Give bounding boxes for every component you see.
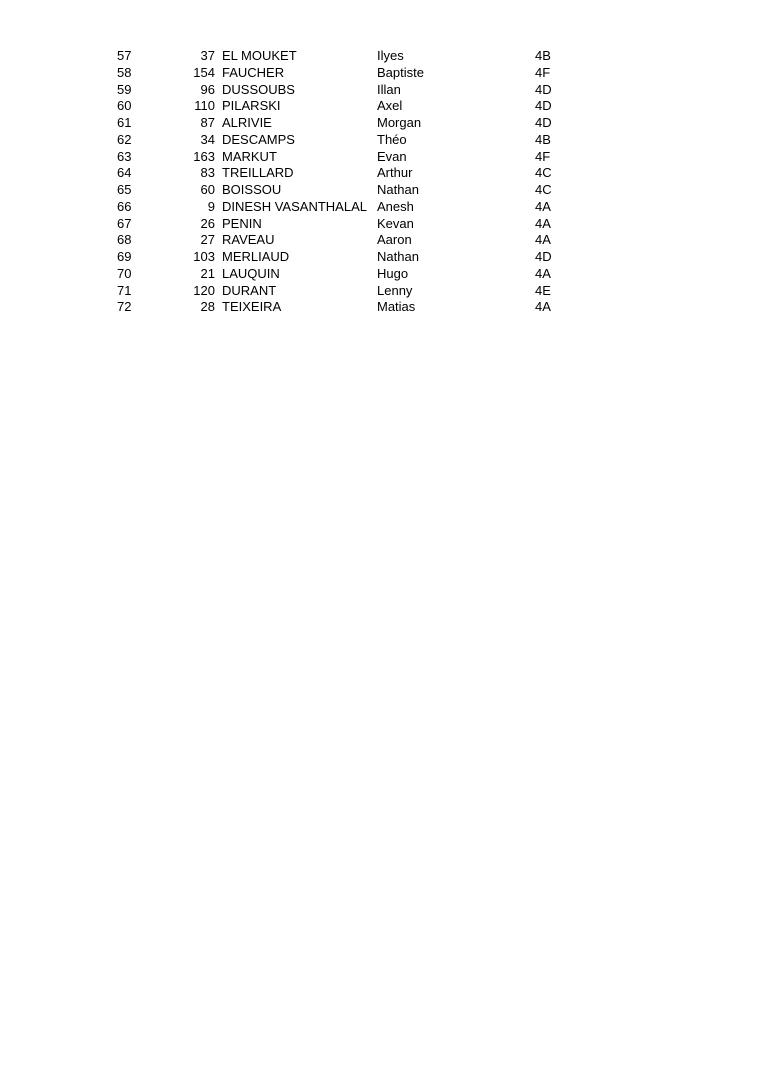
class-cell: 4D	[535, 98, 552, 114]
number-cell: 37	[200, 48, 215, 63]
last-name-cell: DUSSOUBS	[222, 81, 295, 97]
number-cell: 21	[200, 265, 215, 281]
class-cell: 4F	[535, 64, 551, 80]
rank-cell: 59	[117, 81, 132, 97]
first-name-cell: Hugo	[377, 265, 409, 281]
first-name-cell: Théo	[377, 131, 407, 147]
last-name-cell: FAUCHER	[222, 64, 285, 80]
rank-cell: 57	[117, 48, 132, 63]
rank-cell: 66	[117, 198, 132, 214]
number-cell: 154	[193, 64, 215, 80]
number-cell: 163	[193, 148, 215, 164]
table-row	[0, 48, 768, 65]
class-cell: 4A	[535, 299, 551, 315]
number-cell: 28	[200, 299, 215, 315]
first-name-cell: Nathan	[377, 182, 419, 197]
first-name-cell: Anesh	[377, 198, 414, 214]
first-name-cell: Kevan	[377, 215, 414, 231]
rank-cell: 64	[117, 165, 132, 181]
last-name-cell: DURANT	[222, 282, 277, 298]
rank-cell: 68	[117, 232, 132, 248]
table-row	[0, 82, 768, 99]
last-name-cell: DINESH VASANTHALAL	[222, 198, 367, 214]
table-row	[0, 115, 768, 132]
rank-cell: 61	[117, 115, 132, 130]
number-cell: 27	[200, 232, 215, 248]
first-name-cell: Lenny	[377, 282, 413, 298]
rank-cell: 71	[117, 282, 132, 298]
rank-cell: 65	[117, 182, 132, 197]
last-name-cell: ALRIVIE	[222, 115, 272, 130]
rank-cell: 69	[117, 249, 132, 264]
table-row	[0, 98, 768, 115]
class-cell: 4A	[535, 232, 551, 248]
number-cell: 110	[194, 98, 215, 114]
table-row	[0, 232, 768, 249]
table-row	[0, 283, 768, 300]
class-cell: 4A	[535, 215, 551, 231]
number-cell: 96	[200, 81, 215, 97]
rank-cell: 67	[117, 215, 132, 231]
table-row	[0, 216, 768, 233]
class-cell: 4E	[535, 282, 551, 298]
class-cell: 4D	[535, 249, 552, 264]
results-table	[0, 48, 768, 316]
number-cell: 26	[200, 215, 215, 231]
number-cell: 9	[207, 198, 215, 214]
first-name-cell: Arthur	[377, 165, 413, 181]
table-row	[0, 65, 768, 82]
class-cell: 4A	[535, 265, 551, 281]
first-name-cell: Baptiste	[377, 64, 424, 80]
first-name-cell: Ilyes	[377, 48, 404, 63]
number-cell: 103	[193, 249, 215, 264]
number-cell: 60	[200, 182, 215, 197]
last-name-cell: MERLIAUD	[222, 249, 290, 264]
class-cell: 4D	[535, 115, 552, 130]
last-name-cell: MARKUT	[222, 148, 277, 164]
number-cell: 120	[193, 282, 215, 298]
first-name-cell: Illan	[377, 81, 401, 97]
first-name-cell: Evan	[377, 148, 407, 164]
last-name-cell: RAVEAU	[222, 232, 275, 248]
rank-cell: 58	[117, 64, 132, 80]
class-cell: 4B	[535, 48, 551, 63]
first-name-cell: Matias	[377, 299, 416, 315]
table-row	[0, 249, 768, 266]
table-row	[0, 165, 768, 182]
number-cell: 87	[200, 115, 215, 130]
class-cell: 4B	[535, 131, 551, 147]
class-cell: 4A	[535, 198, 551, 214]
last-name-cell: DESCAMPS	[222, 131, 295, 147]
rank-cell: 62	[117, 131, 132, 147]
first-name-cell: Nathan	[377, 249, 419, 264]
number-cell: 83	[200, 165, 215, 181]
last-name-cell: LAUQUIN	[222, 265, 280, 281]
rank-cell: 70	[117, 265, 132, 281]
last-name-cell: BOISSOU	[222, 182, 282, 197]
last-name-cell: EL MOUKET	[222, 48, 297, 63]
table-row	[0, 266, 768, 283]
last-name-cell: PENIN	[222, 215, 262, 231]
last-name-cell: TREILLARD	[222, 165, 294, 181]
class-cell: 4C	[535, 182, 552, 197]
table-row	[0, 199, 768, 216]
table-row	[0, 299, 768, 316]
last-name-cell: PILARSKI	[222, 98, 281, 114]
first-name-cell: Aaron	[377, 232, 412, 248]
last-name-cell: TEIXEIRA	[222, 299, 282, 315]
first-name-cell: Axel	[377, 98, 403, 114]
class-cell: 4D	[535, 81, 552, 97]
class-cell: 4C	[535, 165, 552, 181]
rank-cell: 72	[117, 299, 132, 315]
table-row	[0, 149, 768, 166]
first-name-cell: Morgan	[377, 115, 422, 130]
number-cell: 34	[200, 131, 215, 147]
rank-cell: 60	[117, 98, 132, 114]
table-row	[0, 182, 768, 199]
class-cell: 4F	[535, 148, 551, 164]
table-row	[0, 132, 768, 149]
rank-cell: 63	[117, 148, 132, 164]
